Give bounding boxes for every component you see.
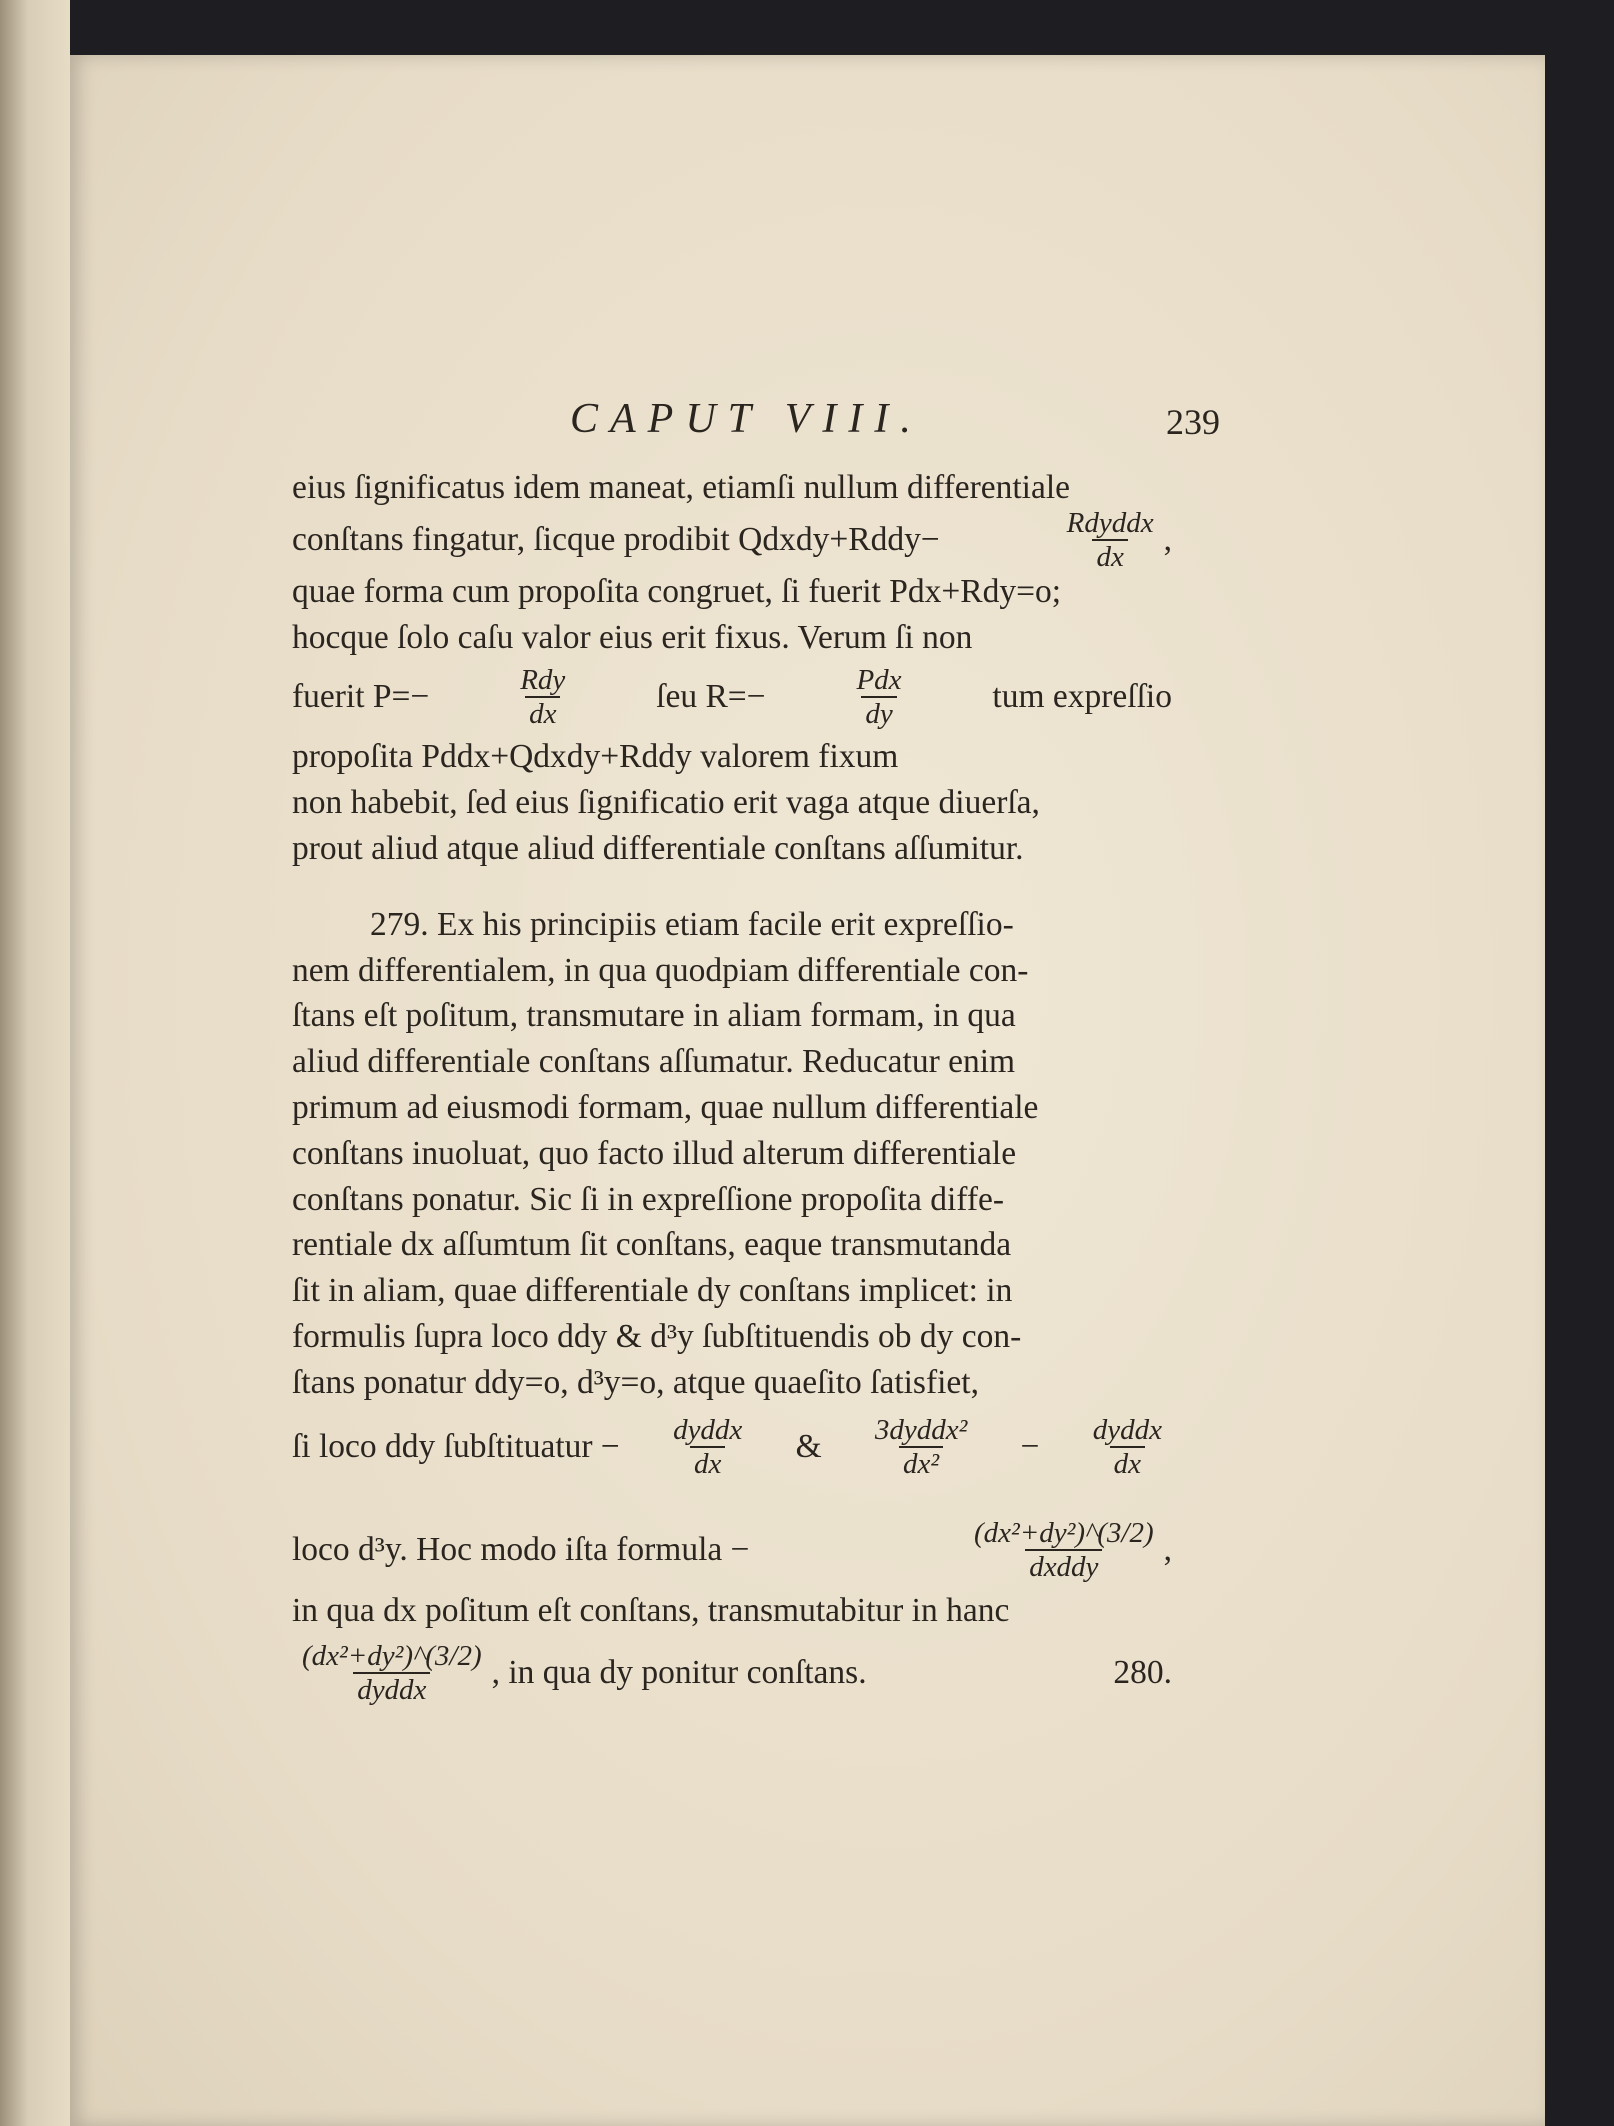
paragraph-start: 279. Ex his principiis etiam facile erit expreſſio- [370,905,1014,943]
equation-text: & [795,1427,822,1465]
book-spine [0,0,70,2126]
equation-line [292,1512,1172,1588]
catchword: 280. [1113,1654,1172,1692]
fraction [970,1517,1158,1583]
denominator: dx [1092,539,1127,573]
text-line: nem differentialem, in qua quodpiam differentiale con- [292,951,1029,989]
denominator: dy [861,696,896,730]
text-line: eius ſignificatus idem maneat, etiamſi nullum differentiale [292,469,1071,506]
denominator: dx [690,1446,725,1480]
fraction [852,664,905,730]
text-line: conſtans ponatur. Sic ſi in expreſſione propoſita diffe- [292,1180,1005,1218]
numerator: (dx²+dy²)^(3/2) [974,1516,1154,1549]
equation-text: loco d³y. Hoc modo iſta formula − [292,1530,750,1568]
numerator: Rdy [520,664,566,697]
equation-line [292,506,1172,573]
fraction [1063,507,1158,573]
text-line: aliud differentiale conſtans aſſumatur. Reducatur enim [292,1043,1016,1081]
text-line: in qua dx poſitum eſt conſtans, transmutabitur in hanc [292,1591,1010,1629]
text-line: formulis ſupra loco ddy & d³y ſubſtituendis ob dy con- [292,1317,1022,1355]
text-line: rentiale dx aſſumtum ſit conſtans, eaque transmutanda [292,1226,1012,1264]
fraction [669,1414,746,1480]
fraction [1089,1414,1166,1480]
text-line: non habebit, ſed eius ſignificatio erit vaga atque diuerſa, [292,784,1040,822]
equation-text: conſtans fingatur, ſicque prodibit Qdxdy+Rddy− [292,520,940,558]
text-line: conſtans inuoluat, quo facto illud alterum differentiale [292,1134,1017,1172]
chapter-title: CAPUT VIII. [570,396,923,442]
equation-text: ſeu R=− [656,678,766,716]
equation-text: ſi loco ddy ſubſtituatur − [292,1427,620,1465]
text-line: propoſita Pddx+Qdxdy+Rddy valorem fixum [292,738,899,776]
denominator: dyddx [353,1672,430,1706]
text-line: ſtans eſt poſitum, transmutare in aliam formam, in qua [292,997,1016,1035]
equation-text: , in qua dy ponitur conſtans. [491,1654,867,1692]
paragraph-gap [292,872,1172,902]
numerator: Rdyddx [1066,506,1154,539]
punctuation: , [1163,520,1172,558]
numerator: dyddx [673,1413,743,1446]
punctuation: , [1163,1530,1172,1568]
denominator: dx [525,696,560,730]
equation-text: tum expreſſio [992,678,1172,716]
equation-text: − [1020,1427,1040,1465]
text-line: prout aliud atque aliud differentiale conſtans aſſumitur. [292,829,1024,867]
text-line: hocque ſolo caſu valor eius erit fixus. Verum ſi non [292,618,973,656]
book-page [70,55,1545,2126]
numerator: dyddx [1092,1413,1162,1446]
numerator: (dx²+dy²)^(3/2) [302,1640,482,1673]
equation-line [292,660,1172,734]
running-head [500,395,1220,455]
page-number: 239 [1166,402,1220,442]
text-line: ſit in aliam, quae differentiale dy conſtans implicet: in [292,1272,1013,1310]
denominator: dx² [899,1446,943,1480]
equation-line [292,1633,1172,1713]
numerator: Pdx [856,664,902,697]
denominator: dx [1110,1446,1145,1480]
equation-text: fuerit P=− [292,678,430,716]
fraction [871,1414,971,1480]
denominator: dxddy [1025,1549,1102,1583]
fraction [298,1640,486,1706]
text-line: ſtans ponatur ddy=o, d³y=o, atque quaeſito ſatisfiet, [292,1363,979,1401]
fraction [516,664,569,730]
equation-line [292,1406,1172,1488]
body-text [292,465,1172,1713]
numerator: 3dyddx² [874,1413,968,1446]
text-line: primum ad eiusmodi formam, quae nullum differentiale [292,1088,1039,1126]
text-line: quae forma cum propoſita congruet, ſi fuerit Pdx+Rdy=o; [292,572,1062,610]
